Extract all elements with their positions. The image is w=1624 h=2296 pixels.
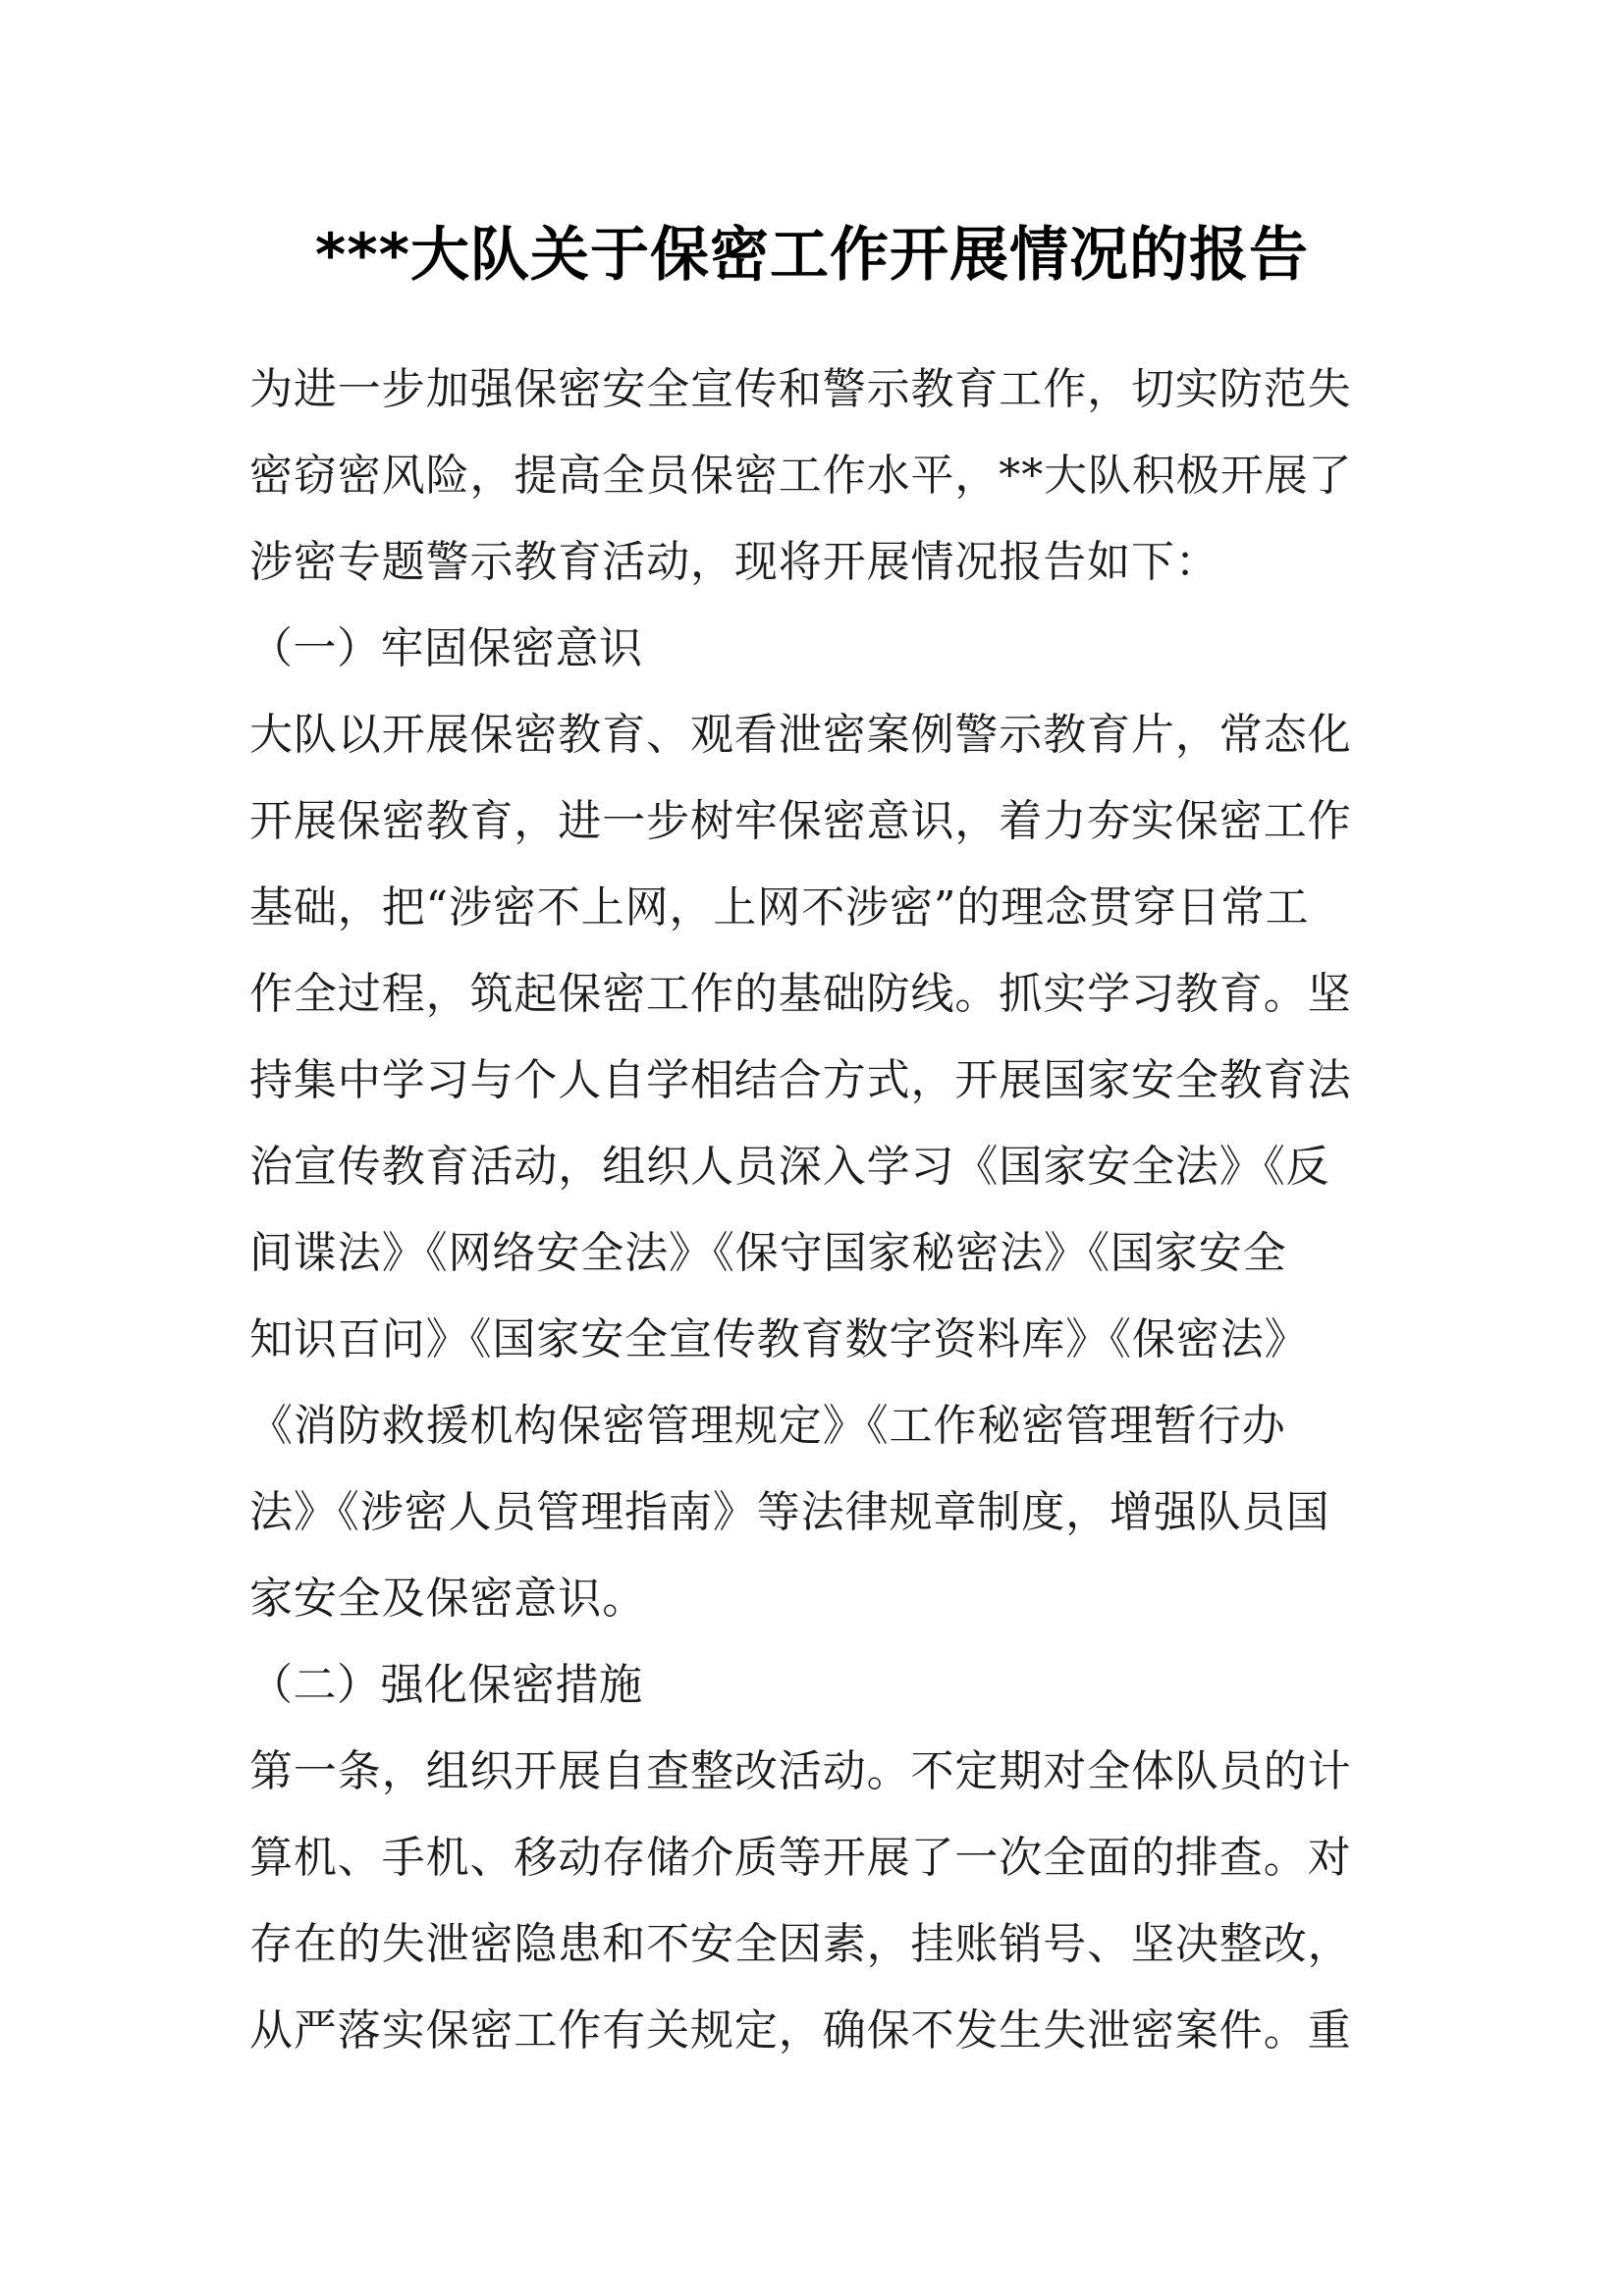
body-line-19: 存在的失泄密隐患和不安全因素，挂账销号、坚决整改， <box>249 1919 1352 1969</box>
body-line-14: 法》《涉密人员管理指南》等法律规章制度，增强队员国 <box>249 1487 1330 1537</box>
body-line-8: 作全过程，筑起保密工作的基础防线。抓实学习教育。坚 <box>249 969 1352 1019</box>
body-line-7: 基础，把“涉密不上网，上网不涉密”的理念贯穿日常工 <box>249 882 1310 933</box>
body-line-17: 第一条，组织开展自查整改活动。不定期对全体队员的计 <box>249 1746 1352 1796</box>
body-line-3: 涉密专题警示教育活动，现将开展情况报告如下： <box>249 537 1219 587</box>
section-heading-1: （一）牢固保密意识 <box>249 623 643 673</box>
body-line-10: 治宣传教育活动，组织人员深入学习《国家安全法》《反 <box>249 1142 1330 1192</box>
body-line-18: 算机、手机、移动存储介质等开展了一次全面的排查。对 <box>249 1833 1352 1883</box>
body-line-5: 大队以开展保密教育、观看泄密案例警示教育片，常态化 <box>249 710 1352 760</box>
section-heading-2: （二）强化保密措施 <box>249 1660 643 1710</box>
body-line-2: 密窃密风险，提高全员保密工作水平，**大队积极开展了 <box>249 451 1353 501</box>
body-line-9: 持集中学习与个人自学相结合方式，开展国家安全教育法 <box>249 1055 1352 1105</box>
body-line-20: 从严落实保密工作有关规定，确保不发生失泄密案件。重 <box>249 2005 1352 2056</box>
body-line-15: 家安全及保密意识。 <box>249 1574 647 1624</box>
body-line-13: 《消防救援机构保密管理规定》《工作秘密管理暂行办 <box>249 1401 1286 1451</box>
body-line-6: 开展保密教育，进一步树牢保密意识，着力夯实保密工作 <box>249 796 1352 846</box>
body-line-12: 知识百问》《国家安全宣传教育数字资料库》《保密法》 <box>249 1314 1309 1364</box>
body-line-1: 为进一步加强保密安全宣传和警示教育工作，切实防范失 <box>249 364 1352 414</box>
body-line-11: 间谍法》《网络安全法》《保守国家秘密法》《国家安全 <box>249 1228 1287 1278</box>
document-title: ***大队关于保密工作开展情况的报告 <box>314 221 1310 290</box>
document-body <box>249 347 1386 2074</box>
